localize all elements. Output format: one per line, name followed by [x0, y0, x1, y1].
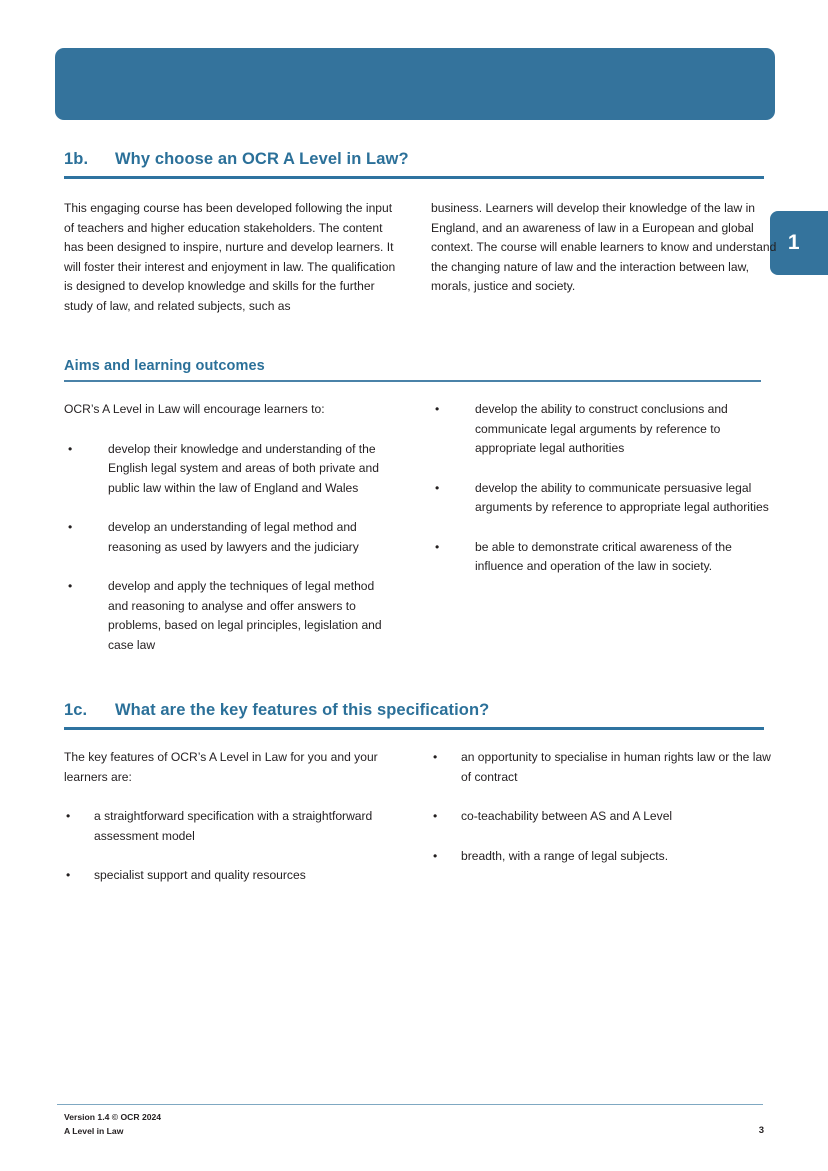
section-1c-right-column: [431, 748, 777, 886]
section-1c-rule: [64, 727, 764, 730]
bullet-icon: •: [435, 539, 440, 554]
bullet-icon: •: [68, 441, 73, 456]
list-item: [431, 479, 777, 518]
aims-right-column: [431, 400, 777, 655]
list-item: [431, 538, 777, 577]
bullet-icon: •: [433, 750, 438, 764]
section-1b-intro-columns: [64, 199, 777, 316]
list-item: [64, 866, 397, 886]
section-1b-title: Why choose an OCR A Level in Law?: [115, 150, 409, 168]
bullet-icon: •: [433, 848, 438, 863]
section-1b-number: 1b.: [64, 150, 89, 168]
aims-left-column: [64, 400, 397, 655]
aims-heading: Aims and learning outcomes: [64, 358, 265, 374]
bullet-icon: •: [433, 809, 438, 823]
list-item-text: specialist support and quality resources: [94, 868, 306, 882]
aims-right-bullet-list: [431, 400, 777, 577]
section-1c-heading: [64, 701, 764, 720]
list-item: [431, 847, 777, 867]
section-1b-intro-right-text: business. Learners will develop their knowledge of the law in England, and an awareness of law in a European and global context. The course will enable learners to know and understand the changing nature of law and the interaction between law, morals, justice and society.: [431, 201, 777, 293]
list-item-text: a straightforward specification with a straightforward assessment model: [94, 809, 373, 843]
list-item: [431, 807, 777, 827]
list-item-text: develop the ability to construct conclusions and communicate legal arguments by reference to appropriate legal authorities: [475, 402, 728, 455]
bullet-icon: •: [435, 402, 440, 416]
list-item: [64, 440, 397, 499]
list-item: [64, 807, 397, 846]
list-item: [431, 748, 777, 787]
list-item-text: be able to demonstrate critical awareness of the influence and operation of the law in society.: [475, 539, 732, 573]
section-1c-columns: [64, 748, 771, 886]
list-item-text: an opportunity to specialise in human rights law or the law of contract: [461, 750, 771, 784]
list-item-text: develop their knowledge and understanding of the English legal system and areas of both private and public law within the law of England and Wales: [108, 441, 379, 495]
section-1c-right-bullet-list: [431, 748, 777, 866]
footer-text-block: [64, 1111, 161, 1138]
aims-subsection: [64, 358, 769, 655]
aims-rule: [64, 380, 761, 382]
bullet-icon: •: [66, 809, 71, 823]
chapter-side-tab: [770, 211, 828, 275]
footer-divider: [57, 1104, 763, 1105]
bullet-icon: •: [68, 579, 73, 593]
page-content: [64, 150, 777, 886]
section-1b: [64, 150, 777, 655]
page-number: 3: [758, 1125, 764, 1136]
list-item-text: develop and apply the techniques of legal method and reasoning to analyse and offer answers to problems, based on legal principles, legislation and case law: [108, 579, 382, 652]
bullet-icon: •: [68, 520, 73, 534]
aims-lead-text: OCR’s A Level in Law will encourage learners to:: [64, 402, 325, 416]
section-1b-rule: [64, 176, 764, 179]
section-1c-left-column: [64, 748, 397, 886]
header-banner: [55, 48, 775, 120]
bullet-icon: •: [66, 868, 71, 882]
section-1c-lead-text: The key features of OCR’s A Level in Law for you and your learners are:: [64, 750, 378, 784]
section-1b-intro-right-column: [431, 199, 777, 316]
aims-columns: [64, 400, 769, 655]
section-1c-left-bullet-list: [64, 807, 397, 886]
list-item-text: co-teachability between AS and A Level: [461, 809, 673, 823]
list-item: [64, 577, 397, 655]
page-footer: [64, 1111, 764, 1138]
section-1b-intro-left-text: This engaging course has been developed following the input of teachers and higher education stakeholders. The content has been designed to inspire, nurture and develop learners. It will foster their interest and enjoyment in law. The qualification is designed to develop knowledge and skills for the further study of law, and related subjects, such as: [64, 201, 396, 313]
section-1c-title: What are the key features of this specification?: [115, 701, 490, 719]
footer-version: Version 1.4 © OCR 2024: [64, 1112, 162, 1122]
list-item-text: develop the ability to communicate persuasive legal arguments by reference to appropriate legal authorities: [475, 480, 769, 514]
list-item-text: breadth, with a range of legal subjects.: [461, 848, 669, 863]
aims-left-bullet-list: [64, 440, 397, 656]
bullet-icon: •: [435, 480, 440, 495]
section-1b-intro-left-column: [64, 199, 397, 316]
list-item-text: develop an understanding of legal method and reasoning as used by lawyers and the judiciary: [108, 520, 359, 554]
footer-qualification: A Level in Law: [64, 1125, 124, 1136]
list-item: [431, 400, 777, 459]
section-1b-heading: [64, 150, 764, 169]
chapter-number-label: 1: [787, 231, 801, 254]
list-item: [64, 518, 397, 557]
section-1c-number: 1c.: [64, 701, 88, 719]
section-1c: [64, 701, 771, 886]
